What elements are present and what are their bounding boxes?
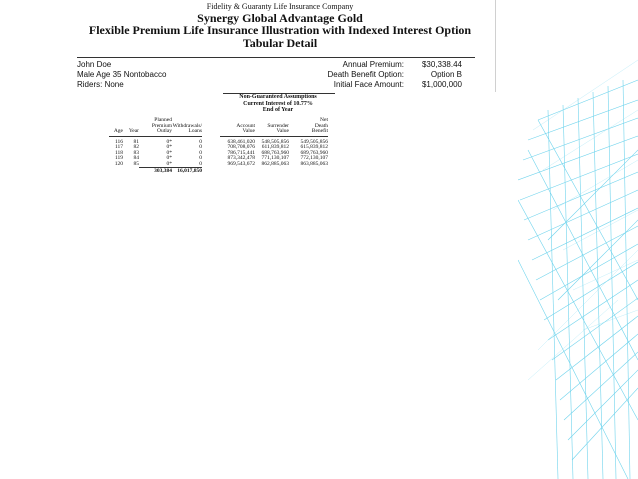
death-benefit-label: Death Benefit Option: bbox=[327, 70, 404, 79]
loans-cell: 0 bbox=[199, 155, 202, 161]
assumptions-heading bbox=[223, 94, 333, 114]
age-cell: 120 bbox=[114, 160, 123, 167]
loans-cell: 0 bbox=[199, 160, 202, 167]
surrender-header-bot: Value bbox=[255, 129, 289, 136]
year-cell: 85 bbox=[133, 160, 139, 167]
premium-cell: 0* bbox=[166, 138, 172, 145]
client-riders: Riders: None bbox=[77, 80, 124, 89]
year-cell: 84 bbox=[133, 155, 139, 161]
year-header: Year bbox=[123, 129, 139, 136]
header-rule bbox=[77, 57, 475, 58]
netdb-header-top: Net bbox=[320, 117, 328, 123]
premium-cell: 0* bbox=[166, 160, 172, 167]
policy-labels bbox=[300, 60, 404, 90]
loans-cell: 0 bbox=[199, 144, 202, 150]
table-row bbox=[109, 136, 328, 145]
premium-cell: 0* bbox=[166, 155, 172, 161]
policy-values bbox=[405, 60, 462, 90]
annual-premium-label: Annual Premium: bbox=[342, 60, 404, 69]
account-cell: 873,342,478 bbox=[227, 155, 255, 161]
client-info bbox=[77, 60, 166, 90]
client-name: John Doe bbox=[77, 60, 112, 69]
premium-header-bot: Outlay bbox=[139, 129, 172, 136]
loans-cell: 0 bbox=[199, 138, 202, 145]
premium-header-top: Planned bbox=[154, 117, 172, 123]
surrender-cell: 611,839,812 bbox=[261, 144, 289, 150]
assumptions-line2: Current Interest of 10.77% bbox=[243, 100, 313, 107]
withdrawals-header-mid: Withdrawals/ bbox=[172, 122, 202, 129]
age-cell: 118 bbox=[114, 149, 123, 156]
account-cell: 786,715,441 bbox=[227, 149, 255, 156]
totals-row bbox=[109, 168, 328, 175]
year-cell: 82 bbox=[133, 144, 139, 150]
account-cell: 969,543,672 bbox=[227, 160, 255, 167]
account-header-bot: Value bbox=[220, 129, 255, 136]
illustration-title: Flexible Premium Life Insurance Illustration with Indexed Interest Option bbox=[88, 23, 472, 37]
age-header: Age bbox=[109, 129, 123, 136]
account-header-mid: Account bbox=[236, 122, 255, 129]
surrender-cell: 688,763,960 bbox=[261, 149, 289, 156]
assumptions-line3: End of Year bbox=[262, 107, 294, 113]
face-amount-value: $1,000,000 bbox=[421, 80, 462, 89]
surrender-header-mid: Surrender bbox=[267, 122, 289, 129]
netdb-header-bot: Benefit bbox=[289, 129, 328, 136]
surrender-cell: 548,505,856 bbox=[261, 138, 289, 145]
face-amount-label: Initial Face Amount: bbox=[333, 80, 404, 89]
company-name: Fidelity & Guaranty Life Insurance Company bbox=[206, 2, 354, 11]
account-cell: 708,708,076 bbox=[227, 144, 255, 150]
product-title: Synergy Global Advantage Gold bbox=[197, 11, 363, 25]
assumptions-line1: Non-Guaranteed Assumptions bbox=[239, 94, 317, 100]
age-cell: 117 bbox=[114, 144, 123, 150]
withdrawals-header-bot: Loans bbox=[172, 129, 202, 136]
report-title: Tabular Detail bbox=[242, 36, 318, 50]
tabular-detail-table bbox=[109, 118, 328, 175]
premium-cell: 0* bbox=[166, 144, 172, 150]
age-cell: 116 bbox=[114, 138, 123, 145]
loans-cell: 0 bbox=[199, 149, 202, 156]
net-db-cell: 549,505,856 bbox=[300, 138, 328, 145]
surrender-cell: 771,130,107 bbox=[261, 155, 289, 161]
death-benefit-value: Option B bbox=[430, 70, 462, 79]
account-cell: 638,461,020 bbox=[227, 138, 255, 145]
netdb-header-mid: Death bbox=[314, 122, 328, 129]
loans-total: 16,017,850 bbox=[172, 168, 202, 175]
client-demographics: Male Age 35 Nontobacco bbox=[77, 70, 167, 79]
net-db-cell: 863,885,063 bbox=[300, 160, 328, 167]
year-cell: 81 bbox=[133, 138, 139, 145]
surrender-cell: 862,885,063 bbox=[261, 160, 289, 167]
age-cell: 119 bbox=[114, 155, 123, 161]
premium-total: 303,384 bbox=[139, 168, 172, 175]
premium-header-mid: Premium bbox=[151, 122, 172, 129]
net-db-cell: 689,763,960 bbox=[300, 149, 328, 156]
net-db-cell: 772,130,107 bbox=[300, 155, 328, 161]
year-cell: 83 bbox=[133, 149, 139, 156]
net-db-cell: 615,839,812 bbox=[300, 144, 328, 150]
annual-premium-value: $30,338.44 bbox=[421, 60, 462, 69]
premium-cell: 0* bbox=[166, 149, 172, 156]
building-artwork bbox=[518, 0, 638, 479]
